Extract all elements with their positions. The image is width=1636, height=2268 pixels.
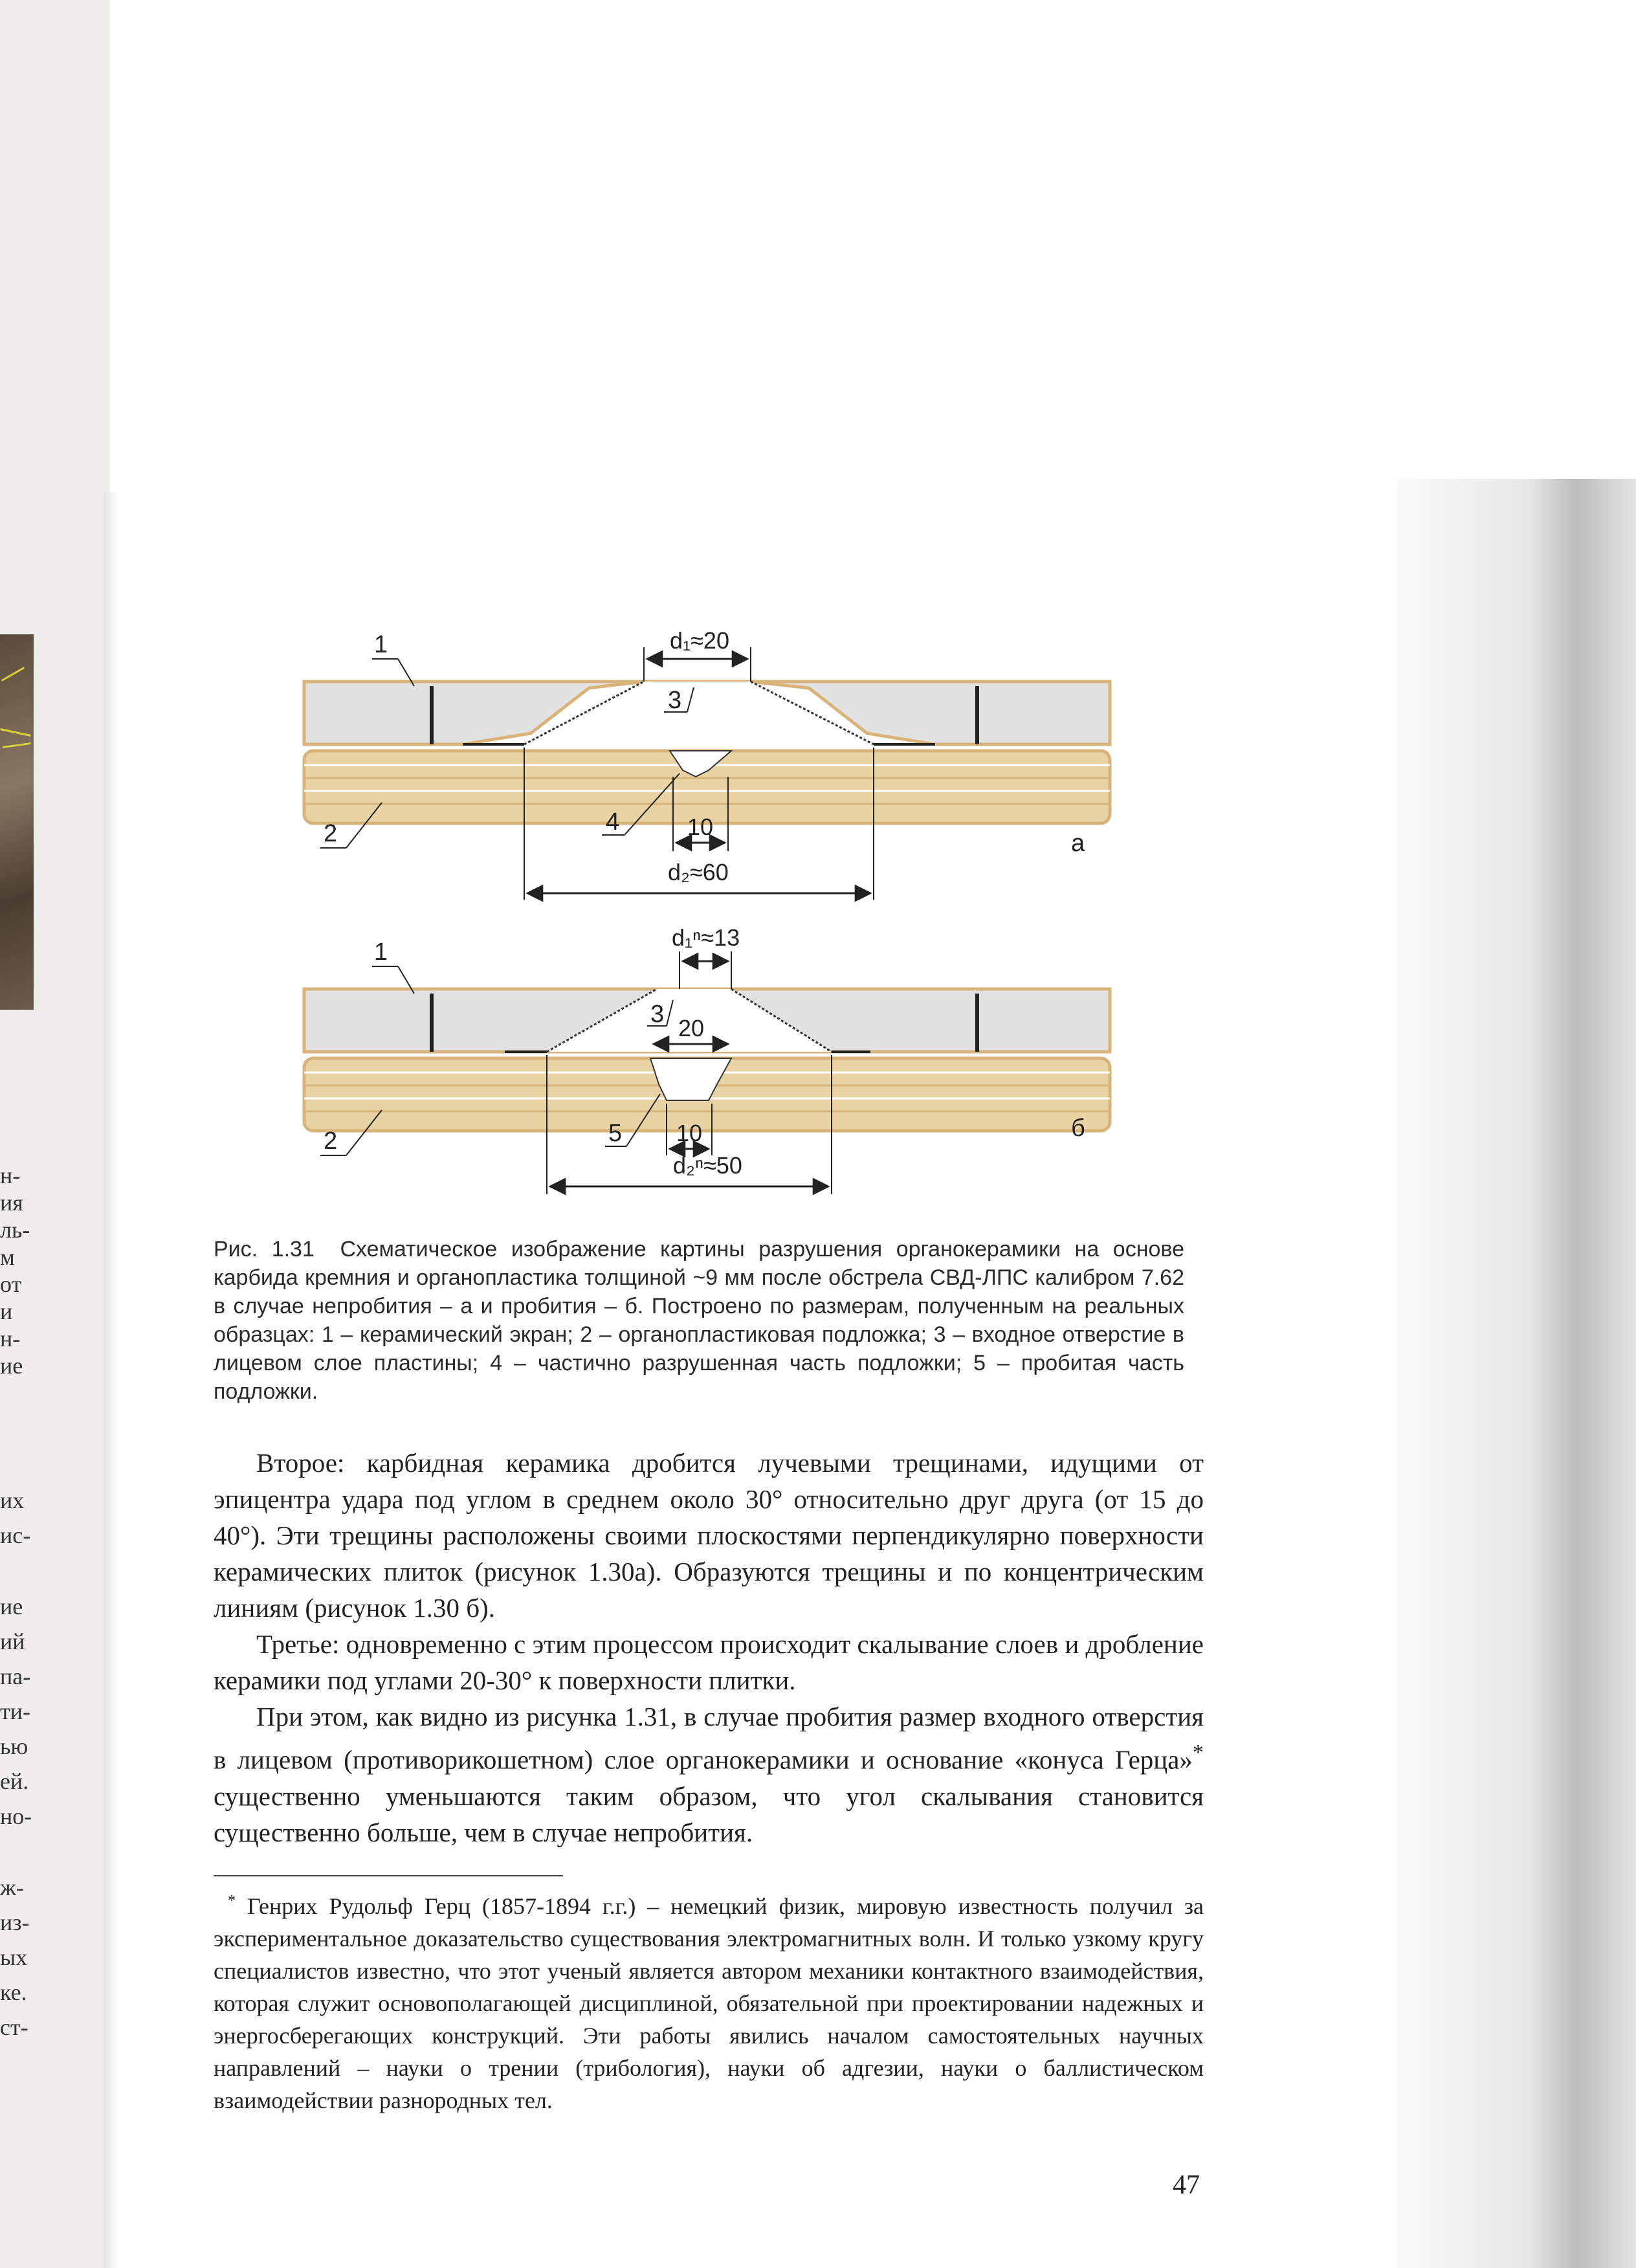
paragraph-3-after: существенно уменьшаются таким образом, что угол скалывания становится существенно больше, чем в случае непробития. (214, 1781, 1204, 1847)
panel-letter-b: б (1071, 1115, 1085, 1142)
paragraph-3-before: При этом, как видно из рисунка 1.31, в случае пробития размер входного отверстия в лицевом (противорикошетном) слое органокерамики и основание «конуса Герца» (214, 1702, 1204, 1775)
fracture-schematic (285, 615, 1126, 1210)
left-fragment: и (0, 1298, 13, 1324)
label-3-a: 3 (668, 687, 682, 714)
figure-number: Рис. 1.31 (214, 1237, 315, 1262)
left-fragment: но- (0, 1803, 32, 1829)
label-4-a: 4 (606, 808, 620, 836)
body-text (214, 1445, 1204, 1851)
dim-label-10-a: 10 (687, 814, 714, 840)
left-fragment: ью (0, 1733, 28, 1759)
label-2-b: 2 (324, 1128, 338, 1155)
left-fragment: м (0, 1244, 15, 1270)
paragraph-1: Второе: карбидная керамика дробится лучевыми трещинами, идущими от эпицентра удара под углом в среднем около 30° относительно друг друга (от 15 до 40°). Эти трещины расположены своими плоскостями перпендикулярно поверхности керамических плиток (рисунок 1.30а). Образуются трещины и по концентрическим линиям (рисунок 1.30 б). (214, 1448, 1204, 1623)
left-fragment: н- (0, 1326, 21, 1351)
dim-label-10-b: 10 (676, 1120, 703, 1146)
panel-letter-a: а (1071, 830, 1085, 857)
dim-label-d2-b: d₂ⁿ≈50 (673, 1152, 742, 1179)
footnote-text: Генрих Рудольф Герц (1857-1894 г.г.) – немецкий физик, мировую известность получил за экспериментальное доказательство существования электромагнитных волн. И только узкому кругу специалистов известно, что этот ученый является автором механики контактного взаимодействия, которая служит основополагающей дисциплиной, обязательной при проектировании надежных и энергосберегающих конструкций. Эти работы явились началом самостоятельных научных направлений – науки о трении (трибология), науки об адгезии, науки о баллистическом взаимодействии разнородных тел. (214, 1893, 1204, 2113)
label-1-b: 1 (374, 939, 388, 966)
label-1-a: 1 (374, 631, 388, 658)
left-fragment: ль- (0, 1217, 30, 1243)
left-fragment: из- (0, 1909, 30, 1935)
dim-label-20-b: 20 (678, 1015, 705, 1041)
left-fragment: ж- (0, 1874, 24, 1900)
left-fragment: ий (0, 1629, 25, 1654)
left-fragment: от (0, 1271, 22, 1297)
label-5-b: 5 (608, 1120, 623, 1147)
book-gutter (104, 492, 119, 2268)
left-fragment: ых (0, 1944, 28, 1970)
figure-1-31 (285, 615, 1126, 1210)
page-edge-shadow (1397, 479, 1636, 2268)
left-fragment: па- (0, 1663, 31, 1689)
footnote-divider (214, 1875, 563, 1876)
caption-text: Схематическое изображение картины разрушения органокерамики на основе карбида кремния и органопластика толщиной ~9 мм после обстрела СВД-ЛПС калибром 7.62 в случае непробития – а и пробития – б. Построено по размерам, полученным на реальных образцах: 1 – керамический экран; 2 – органопластиковая подложка; 3 – входное отверстие в лицевом слое пластины; 4 – частично разрушенная часть подложки; 5 – пробитая часть подложки. (214, 1237, 1184, 1404)
left-fragment: ст- (0, 2014, 28, 2040)
dim-label-d2-a: d₂≈60 (668, 859, 729, 885)
left-fragment: ке. (0, 1979, 27, 2005)
footnote-mark: * (228, 1893, 236, 1909)
left-fragment: ис- (0, 1522, 31, 1548)
panel-b (304, 924, 1110, 1194)
dim-label-d1-a: d₁≈20 (670, 627, 729, 654)
footnote-reference: * (1192, 1740, 1204, 1764)
left-fragment: ие (0, 1594, 23, 1619)
left-fragment: ти- (0, 1698, 30, 1724)
paragraph-3 (214, 1698, 1204, 1851)
dim-label-d1-b: d₁ⁿ≈13 (672, 924, 740, 951)
figure-caption (214, 1235, 1184, 1406)
label-2-a: 2 (324, 820, 338, 847)
left-fragment: ие (0, 1353, 23, 1379)
left-fragment: их (0, 1487, 25, 1513)
left-fragment: ей. (0, 1768, 29, 1794)
left-page-photo (0, 634, 34, 1010)
label-3-b: 3 (650, 1001, 665, 1028)
page-number: 47 (1173, 2170, 1200, 2200)
panel-a (304, 627, 1110, 900)
left-fragment: н- (0, 1162, 21, 1188)
left-fragment: ия (0, 1190, 23, 1216)
footnote (214, 1885, 1204, 2117)
paragraph-2: Третье: одновременно с этим процессом происходит скалывание слоев и дробление керамики под углами 20-30° к поверхности плитки. (214, 1629, 1204, 1695)
